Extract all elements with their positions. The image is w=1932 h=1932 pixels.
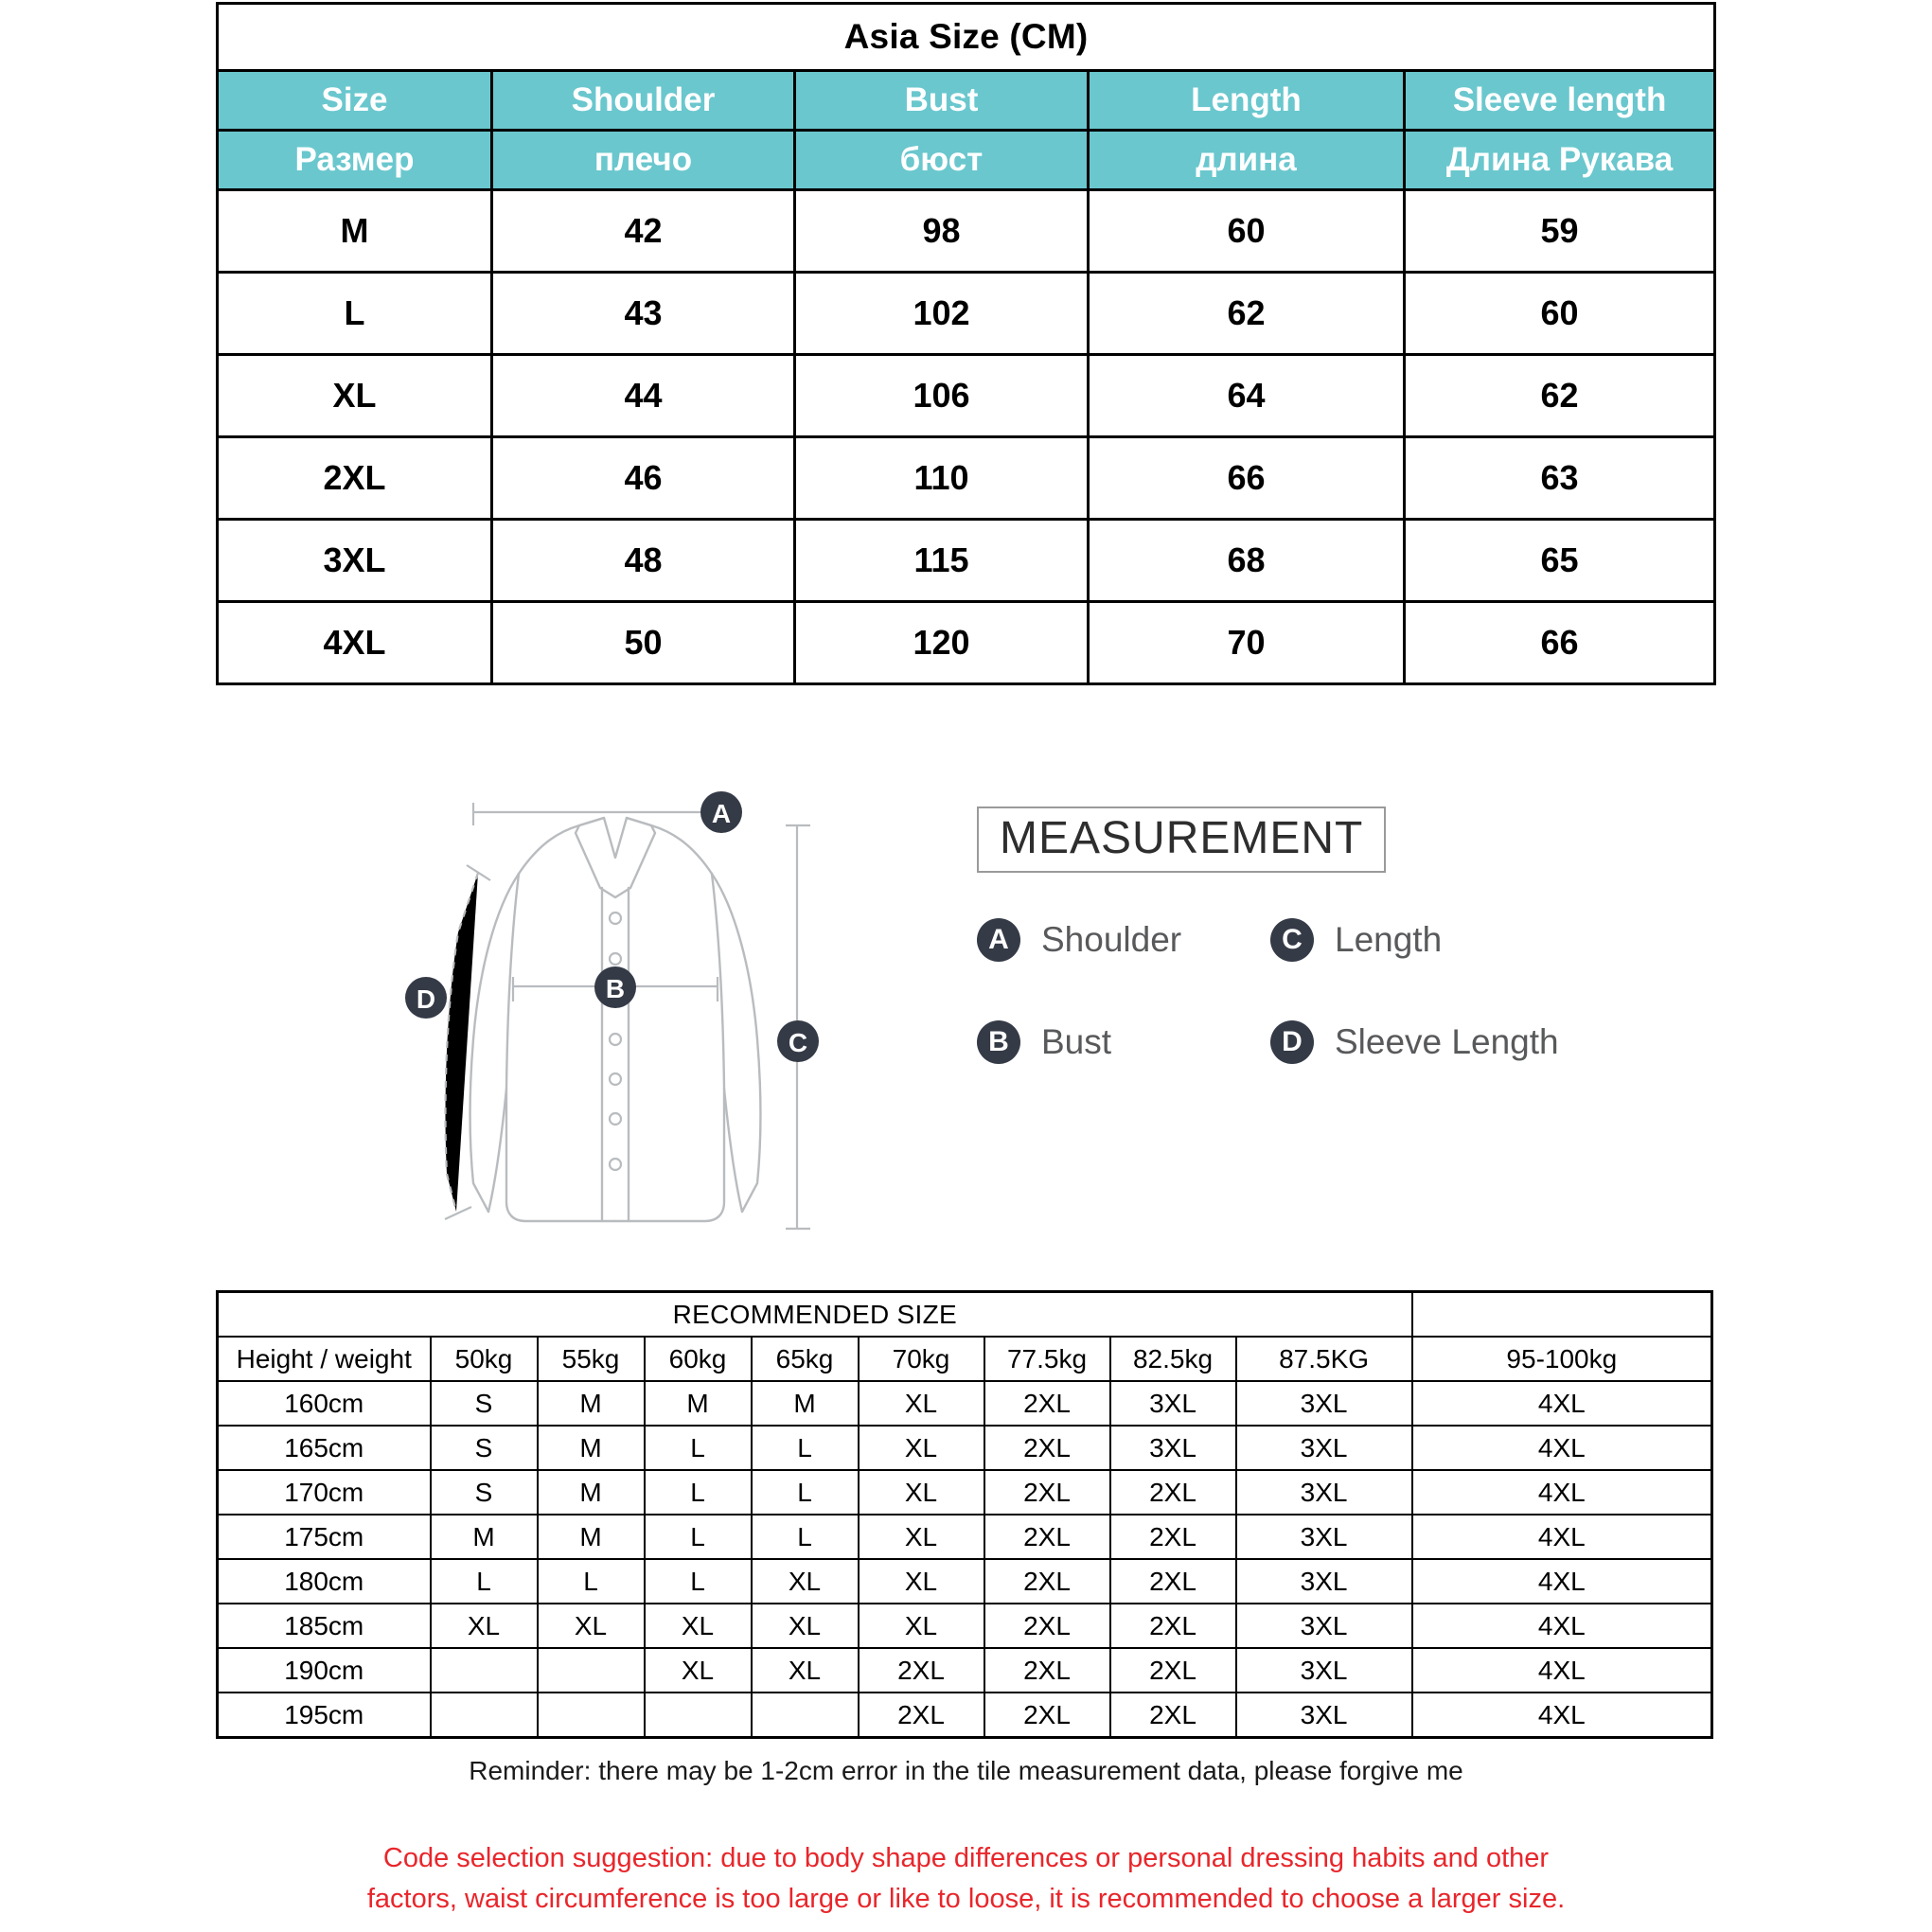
rec-cell-r4-c8: 3XL: [1236, 1559, 1412, 1604]
rec-cell-r7-c0: 195cm: [218, 1693, 431, 1738]
legend-label-1: Length: [1335, 920, 1443, 959]
rec-cell-r0-c8: 3XL: [1236, 1381, 1412, 1426]
rec-cell-r4-c2: L: [538, 1559, 645, 1604]
svg-text:C: C: [788, 1028, 808, 1057]
asia-size-table: [216, 2, 1716, 685]
asia-cell-r4-c0: 3XL: [218, 520, 492, 602]
table-row: [218, 1559, 1712, 1604]
asia-header-ru-1: плечо: [492, 131, 795, 190]
asia-cell-r2-c4: 62: [1405, 355, 1715, 437]
rec-header-1: 50kg: [431, 1337, 538, 1381]
rec-cell-r1-c3: L: [645, 1426, 752, 1470]
legend-badge-c-icon: C: [1270, 918, 1314, 962]
asia-cell-r3-c2: 110: [795, 437, 1089, 520]
garment-measurement-diagram: [360, 767, 871, 1259]
rec-cell-r1-c8: 3XL: [1236, 1426, 1412, 1470]
rec-cell-r2-c7: 2XL: [1110, 1470, 1236, 1515]
rec-cell-r6-c0: 190cm: [218, 1648, 431, 1693]
rec-cell-r2-c0: 170cm: [218, 1470, 431, 1515]
rec-header-3: 60kg: [645, 1337, 752, 1381]
table-row: [218, 1470, 1712, 1515]
asia-header-en-3: Length: [1089, 71, 1405, 131]
asia-cell-r1-c1: 43: [492, 273, 795, 355]
rec-cell-r7-c7: 2XL: [1110, 1693, 1236, 1738]
table-row: [218, 273, 1715, 355]
asia-cell-r0-c2: 98: [795, 190, 1089, 273]
rec-cell-r1-c2: M: [538, 1426, 645, 1470]
rec-cell-r5-c9: 4XL: [1412, 1604, 1712, 1648]
measurement-legend-grid: [977, 918, 1640, 1064]
asia-header-ru-3: длина: [1089, 131, 1405, 190]
asia-header-en-4: Sleeve length: [1405, 71, 1715, 131]
rec-cell-r2-c8: 3XL: [1236, 1470, 1412, 1515]
rec-cell-r0-c2: M: [538, 1381, 645, 1426]
rec-cell-r4-c5: XL: [859, 1559, 984, 1604]
marker-d: [405, 977, 447, 1019]
asia-cell-r1-c3: 62: [1089, 273, 1405, 355]
asia-header-row-en: [218, 71, 1715, 131]
measurement-title: MEASUREMENT: [1000, 813, 1364, 863]
asia-cell-r3-c1: 46: [492, 437, 795, 520]
table-row: [218, 1604, 1712, 1648]
rec-cell-r6-c3: XL: [645, 1648, 752, 1693]
asia-cell-r3-c0: 2XL: [218, 437, 492, 520]
rec-cell-r1-c9: 4XL: [1412, 1426, 1712, 1470]
rec-cell-r6-c7: 2XL: [1110, 1648, 1236, 1693]
rec-cell-r4-c3: L: [645, 1559, 752, 1604]
shoulder-dimension-line: [473, 803, 719, 825]
rec-cell-r7-c9: 4XL: [1412, 1693, 1712, 1738]
code-suggestion-line-2: factors, waist circumference is too large or like to loose, it is recommended to choose a larger size.: [366, 1883, 1566, 1914]
rec-cell-r3-c7: 2XL: [1110, 1515, 1236, 1559]
svg-text:A: A: [711, 799, 732, 828]
rec-cell-r3-c5: XL: [859, 1515, 984, 1559]
asia-header-en-0: Size: [218, 71, 492, 131]
rec-cell-r4-c0: 180cm: [218, 1559, 431, 1604]
rec-header-7: 82.5kg: [1110, 1337, 1236, 1381]
shirt-illustration: [360, 767, 871, 1259]
table-row: [218, 355, 1715, 437]
rec-cell-r6-c2: [538, 1648, 645, 1693]
asia-cell-r1-c2: 102: [795, 273, 1089, 355]
rec-cell-r2-c3: L: [645, 1470, 752, 1515]
recommended-table-title: RECOMMENDED SIZE: [218, 1292, 1412, 1338]
rec-cell-r7-c6: 2XL: [984, 1693, 1110, 1738]
rec-cell-r5-c0: 185cm: [218, 1604, 431, 1648]
asia-cell-r4-c1: 48: [492, 520, 795, 602]
left-sleeve-outline: [470, 874, 519, 1212]
legend-item-c: [1270, 918, 1640, 962]
rec-header-9: 95-100kg: [1412, 1337, 1712, 1381]
asia-cell-r5-c4: 66: [1405, 602, 1715, 684]
legend-item-b: [977, 1020, 1270, 1064]
rec-cell-r2-c5: XL: [859, 1470, 984, 1515]
rec-header-8: 87.5KG: [1236, 1337, 1412, 1381]
rec-cell-r6-c9: 4XL: [1412, 1648, 1712, 1693]
collar-outline: [576, 818, 655, 897]
recommended-size-table-container: [216, 1290, 1713, 1739]
rec-cell-r1-c6: 2XL: [984, 1426, 1110, 1470]
legend-item-a: [977, 918, 1270, 962]
asia-cell-r2-c2: 106: [795, 355, 1089, 437]
rec-cell-r3-c3: L: [645, 1515, 752, 1559]
table-row: [218, 1648, 1712, 1693]
table-row: [218, 1515, 1712, 1559]
asia-size-table-container: [216, 2, 1713, 685]
rec-cell-r2-c6: 2XL: [984, 1470, 1110, 1515]
rec-cell-r4-c7: 2XL: [1110, 1559, 1236, 1604]
rec-cell-r2-c9: 4XL: [1412, 1470, 1712, 1515]
recommended-header-row: [218, 1337, 1712, 1381]
rec-cell-r6-c4: XL: [752, 1648, 859, 1693]
asia-cell-r5-c3: 70: [1089, 602, 1405, 684]
recommended-size-table: [216, 1290, 1713, 1739]
legend-badge-b-icon: B: [977, 1020, 1020, 1064]
asia-header-ru-4: Длина Рукава: [1405, 131, 1715, 190]
rec-cell-r5-c5: XL: [859, 1604, 984, 1648]
rec-cell-r4-c1: L: [431, 1559, 538, 1604]
rec-cell-r0-c0: 160cm: [218, 1381, 431, 1426]
rec-cell-r5-c4: XL: [752, 1604, 859, 1648]
rec-cell-r1-c7: 3XL: [1110, 1426, 1236, 1470]
rec-cell-r5-c1: XL: [431, 1604, 538, 1648]
asia-table-title: Asia Size (CM): [218, 4, 1715, 71]
rec-cell-r1-c1: S: [431, 1426, 538, 1470]
svg-text:B: B: [605, 974, 626, 1003]
rec-header-0: Height / weight: [218, 1337, 431, 1381]
rec-cell-r0-c5: XL: [859, 1381, 984, 1426]
table-row: [218, 520, 1715, 602]
rec-cell-r6-c5: 2XL: [859, 1648, 984, 1693]
asia-cell-r2-c0: XL: [218, 355, 492, 437]
rec-cell-r5-c2: XL: [538, 1604, 645, 1648]
rec-cell-r7-c5: 2XL: [859, 1693, 984, 1738]
rec-cell-r7-c3: [645, 1693, 752, 1738]
rec-cell-r1-c0: 165cm: [218, 1426, 431, 1470]
rec-cell-r4-c6: 2XL: [984, 1559, 1110, 1604]
asia-cell-r5-c2: 120: [795, 602, 1089, 684]
asia-cell-r4-c2: 115: [795, 520, 1089, 602]
rec-cell-r5-c8: 3XL: [1236, 1604, 1412, 1648]
asia-cell-r3-c4: 63: [1405, 437, 1715, 520]
rec-cell-r3-c4: L: [752, 1515, 859, 1559]
code-suggestion-line-1: Code selection suggestion: due to body shape differences or personal dressing habits and other: [382, 1843, 1550, 1873]
table-row: [218, 1426, 1712, 1470]
rec-cell-r6-c1: [431, 1648, 538, 1693]
asia-cell-r0-c1: 42: [492, 190, 795, 273]
asia-title-row: [218, 4, 1715, 71]
rec-cell-r2-c2: M: [538, 1470, 645, 1515]
rec-cell-r6-c6: 2XL: [984, 1648, 1110, 1693]
rec-cell-r0-c9: 4XL: [1412, 1381, 1712, 1426]
rec-cell-r1-c4: L: [752, 1426, 859, 1470]
table-row: [218, 1381, 1712, 1426]
rec-cell-r3-c9: 4XL: [1412, 1515, 1712, 1559]
rec-header-2: 55kg: [538, 1337, 645, 1381]
table-row: [218, 602, 1715, 684]
asia-cell-r4-c4: 65: [1405, 520, 1715, 602]
asia-cell-r0-c3: 60: [1089, 190, 1405, 273]
measurement-legend: [977, 806, 1640, 1064]
rec-cell-r0-c6: 2XL: [984, 1381, 1110, 1426]
asia-cell-r5-c0: 4XL: [218, 602, 492, 684]
table-row: [218, 1693, 1712, 1738]
measurement-title-box: [977, 806, 1386, 873]
legend-item-d: [1270, 1020, 1640, 1064]
rec-cell-r3-c1: M: [431, 1515, 538, 1559]
rec-cell-r6-c8: 3XL: [1236, 1648, 1412, 1693]
rec-cell-r3-c8: 3XL: [1236, 1515, 1412, 1559]
rec-cell-r0-c7: 3XL: [1110, 1381, 1236, 1426]
legend-badge-d-icon: D: [1270, 1020, 1314, 1064]
legend-badge-a-icon: A: [977, 918, 1020, 962]
code-selection-suggestion: [0, 1838, 1932, 1920]
rec-cell-r3-c2: M: [538, 1515, 645, 1559]
rec-cell-r7-c8: 3XL: [1236, 1693, 1412, 1738]
rec-cell-r3-c0: 175cm: [218, 1515, 431, 1559]
asia-header-ru-2: бюст: [795, 131, 1089, 190]
asia-cell-r4-c3: 68: [1089, 520, 1405, 602]
asia-header-row-ru: [218, 131, 1715, 190]
rec-cell-r2-c1: S: [431, 1470, 538, 1515]
button-column: [610, 913, 621, 1170]
table-row: [218, 190, 1715, 273]
asia-cell-r3-c3: 66: [1089, 437, 1405, 520]
asia-header-ru-0: Размер: [218, 131, 492, 190]
asia-header-en-1: Shoulder: [492, 71, 795, 131]
rec-cell-r3-c6: 2XL: [984, 1515, 1110, 1559]
asia-cell-r0-c0: M: [218, 190, 492, 273]
rec-cell-r7-c1: [431, 1693, 538, 1738]
marker-a: [700, 791, 742, 833]
asia-cell-r2-c1: 44: [492, 355, 795, 437]
rec-cell-r7-c2: [538, 1693, 645, 1738]
rec-cell-r0-c3: M: [645, 1381, 752, 1426]
rec-cell-r2-c4: L: [752, 1470, 859, 1515]
legend-label-3: Sleeve Length: [1335, 1022, 1559, 1061]
rec-cell-r0-c1: S: [431, 1381, 538, 1426]
legend-label-0: Shoulder: [1041, 920, 1182, 959]
rec-cell-r4-c9: 4XL: [1412, 1559, 1712, 1604]
marker-b: [594, 966, 636, 1008]
marker-c: [777, 1020, 819, 1062]
rec-cell-r5-c7: 2XL: [1110, 1604, 1236, 1648]
asia-header-en-2: Bust: [795, 71, 1089, 131]
legend-label-2: Bust: [1041, 1022, 1112, 1061]
rec-cell-r4-c4: XL: [752, 1559, 859, 1604]
rec-cell-r5-c6: 2XL: [984, 1604, 1110, 1648]
rec-header-5: 70kg: [859, 1337, 984, 1381]
rec-cell-r1-c5: XL: [859, 1426, 984, 1470]
asia-cell-r0-c4: 59: [1405, 190, 1715, 273]
rec-cell-r5-c3: XL: [645, 1604, 752, 1648]
svg-text:D: D: [416, 984, 436, 1014]
asia-cell-r2-c3: 64: [1089, 355, 1405, 437]
rec-cell-r7-c4: [752, 1693, 859, 1738]
asia-cell-r1-c4: 60: [1405, 273, 1715, 355]
asia-cell-r1-c0: L: [218, 273, 492, 355]
table-row: [218, 437, 1715, 520]
rec-cell-r0-c4: M: [752, 1381, 859, 1426]
rec-header-4: 65kg: [752, 1337, 859, 1381]
asia-cell-r5-c1: 50: [492, 602, 795, 684]
rec-header-6: 77.5kg: [984, 1337, 1110, 1381]
reminder-note: Reminder: there may be 1-2cm error in the tile measurement data, please forgive me: [469, 1756, 1463, 1785]
